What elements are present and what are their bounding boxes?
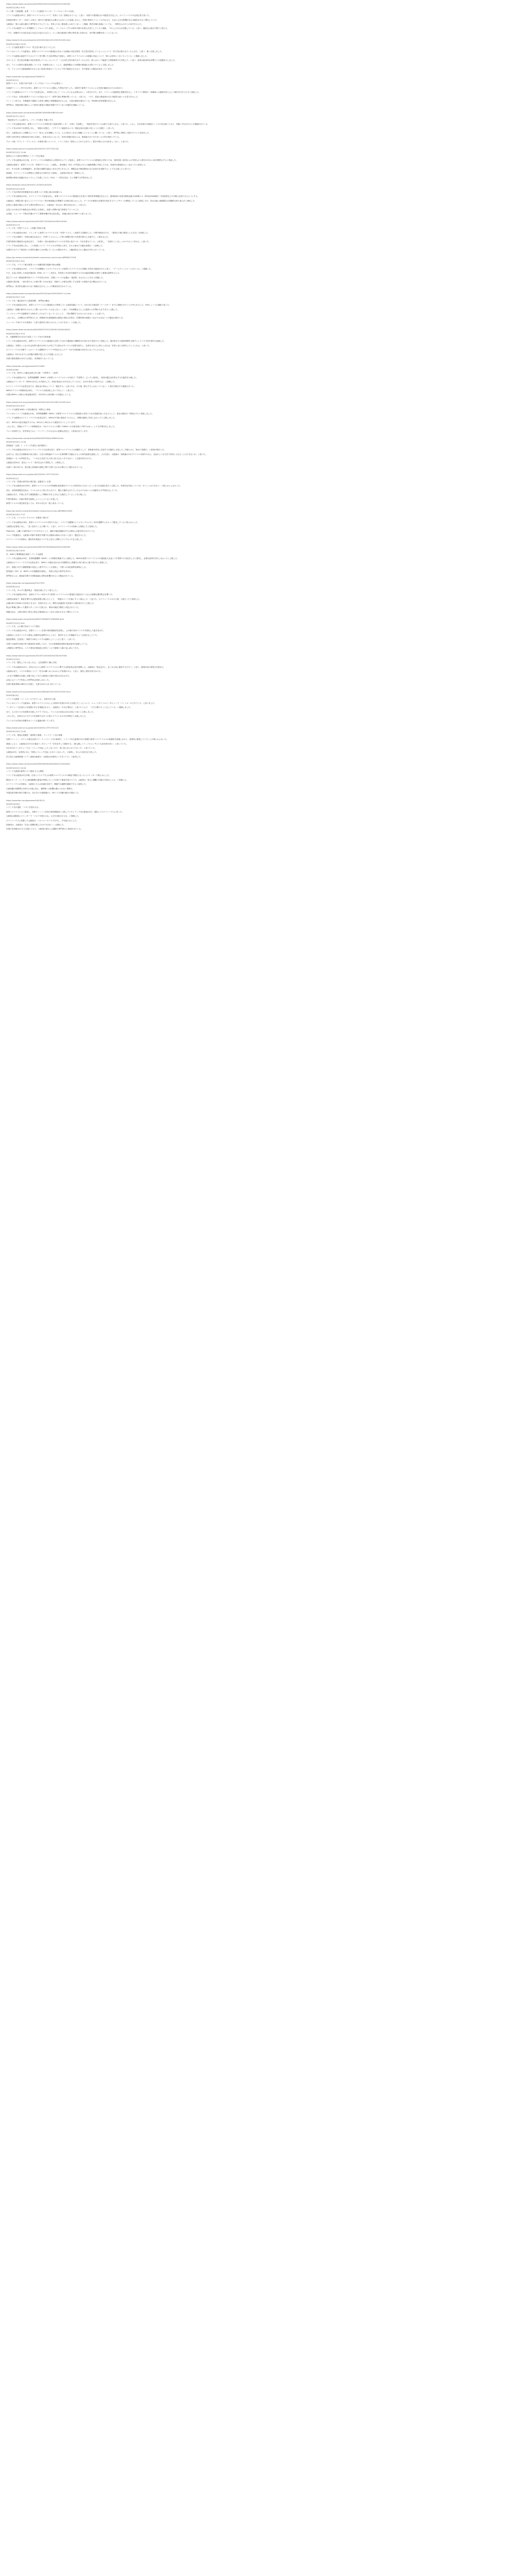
article-date: 2020年3月7日 10:12 xyxy=(6,115,25,118)
source-url-line xyxy=(6,257,501,259)
source-url-line xyxy=(6,546,501,549)
article-paragraph: ホワイトハウスの医師は、潜在的な利益がリスクを上回ると判断したとするメモを公表した。 xyxy=(6,538,84,541)
article-paragraph: そのうえで、民主党が政権の対応を批判していることについて「これは民主党の新たなでっち上げだ。彼らはロシア疑惑でも弾劾裁判でも失敗した」と述べ、批判は政治的な攻撃だとの認識を示しました。 xyxy=(6,59,177,62)
article-paragraph: 米国の死者数は21万人を超えており、大統領の発言には遺族や専門家から批判が出ている。 xyxy=(6,828,83,831)
article-entry xyxy=(6,148,501,179)
article-paragraph: 米国はWHOへの最大の資金拠出国で、2019年には約4億ドルを拠出している。 xyxy=(6,394,73,396)
article-entry xyxy=(6,112,501,143)
source-link[interactable]: https://www.mainichi.jp/articles/20200722/k00/00m/030/027000c xyxy=(6,654,68,657)
article-paragraph: 新型ウイルスの発生源を巡っては、米中の対立が一段と深まっている。 xyxy=(6,502,65,505)
source-link[interactable]: https://www.jiji.com/jc/article?k=2020031400245 xyxy=(6,184,52,187)
article-paragraph: ただ、会見に同席した食品医薬品局（FDA）のハーン長官は、有効性と安全性を確認するための臨床試験が必要だと慎重な姿勢を示した。 xyxy=(6,272,121,275)
article-paragraph: 大統領は「我々は最も優れた専門家をそろえている。非常に少ない感染者しか出ていない」と強調。株式市場の急落についても、一時的なものだとの見方を示した。 xyxy=(6,23,143,26)
article-date: 2020年6月21日 xyxy=(6,586,20,588)
source-link[interactable]: https://www.asahi.com/articles/ASN7C2SWXN7CUHBI00B.html xyxy=(6,618,64,621)
article-entry xyxy=(6,184,501,215)
article-paragraph: ニューヨーク州のクオモ知事は「人命と経済を天秤にかけることはできない」と反論した。 xyxy=(6,321,82,324)
source-url-line xyxy=(6,401,501,404)
source-url-line xyxy=(6,727,501,730)
article-paragraph: トランプ氏は新型コロナを季節性インフルエンザと比較し、インフルエンザでは毎年多数の米国人が死亡していると指摘。「ほとんどの人が回復している」と述べ、過度な心配は不要だと訴えた。 xyxy=(6,27,169,30)
article-entry xyxy=(6,800,501,831)
article-paragraph: トランプ米大統領は11日、首都ワシントン近郊の軍医療施設を訪問し、公の場で初めてマスクを着用した姿を見せた。 xyxy=(6,630,105,632)
article-paragraph: ホワイトハウスの対策チームのバークス調整官やファウチ所長が示したデータが方針転換の決め手になったとみられる。 xyxy=(6,349,106,351)
source-url-line xyxy=(6,293,501,295)
source-link[interactable]: https://www.nikkei.com/article/DGXMZO59763280Q0A530C2000000/ xyxy=(6,546,71,548)
article-paragraph: 中国外務省は、米国が責任を転嫁しようとしていると反発した。 xyxy=(6,498,60,500)
source-url-line xyxy=(6,763,501,766)
source-url-line xyxy=(6,3,501,6)
article-title: トランプ氏、公の場で初めてマスク着用 xyxy=(6,625,40,628)
article-paragraph: 米疾病対策センター（CDC）は同日、国内での感染拡大は避けられないとの見通しを示し、学校の休校やイベントの中止など、生活に大きな影響が出る可能性があると警告していた。 xyxy=(6,19,159,21)
article-paragraph: 米国では南部や西部の州で感染者が急増しており、1日の新規感染者数が過去最多を更新している。 xyxy=(6,642,89,645)
article-paragraph: 大統領はこれまでマスクの着用に消極的な姿勢を示しており、着用する人々を揶揄するような発言もしていた。 xyxy=(6,634,99,636)
article-entry xyxy=(6,365,501,397)
article-title: 欧州からの入国30日間停止 トランプ氏が演説 xyxy=(6,155,44,157)
article-date: 2020年4月24日 11:20 xyxy=(6,441,26,444)
article-paragraph: また、大統領は自らの理解力について「私はこれを理解している。人々は私がこれほど理解していることに驚いている」と述べ、専門家に質問した際のやりとりを紹介した。 xyxy=(6,131,151,134)
article-paragraph: インフルエンザや交通事故でも毎年多くの人が亡くなっているとして、「国を閉鎖するわけにはいかない」とも語った。 xyxy=(6,313,106,315)
source-link[interactable]: https://jp.reuters.com/article/health-coronavirus-trump-idJPKBN22U0D2 xyxy=(6,510,73,512)
article-paragraph: トランプ米大統領は7日、世界保健機関（WHO）が新型コロナウイルスへの対応で「中国寄り」だったと批判し、米国の拠出金を停止する可能性を示唆した。 xyxy=(6,376,138,379)
article-entry xyxy=(6,39,501,71)
article-date: 2020年4月8日 xyxy=(6,368,19,371)
source-url-line xyxy=(6,39,501,42)
article-date: 2020年3月17日 xyxy=(6,224,20,226)
source-link[interactable]: https://www.asahi.com/articles/ASN4Q3R2SN4QUHBI003.html xyxy=(6,437,64,439)
article-paragraph: 大統領は「治療が病気そのものより悪いものであってはならない」と述べ、外出制限などによる経済への打撃が大きすぎると主張した。 xyxy=(6,308,120,311)
source-link[interactable]: https://www3.nhk.or.jp/news/html/20200415/k10012387221000.html xyxy=(6,401,71,403)
source-link[interactable]: https://www.yomiuri.co.jp/world/20200312-OYT1T50118/ xyxy=(6,148,59,150)
article-date: 2020年3月14日 8:03 xyxy=(6,188,25,190)
source-url-line xyxy=(6,112,501,114)
article-title: トランプ氏、マラリア薬の新型コロナ治療効果を強調 FDAは慎重 xyxy=(6,263,61,266)
article-entry xyxy=(6,76,501,107)
article-date: 2020年2月26日 9:25 xyxy=(6,7,25,9)
article-date: 2020年5月19日 7:15 xyxy=(6,513,25,516)
article-paragraph: 側近のホープ・ヒックス大統領顧問の感染が判明したことを受けて検査を受けていた。大統領は「直ちに隔離と回復の手続きに入る」と投稿した。 xyxy=(6,778,128,781)
source-link[interactable]: https://www.nikkei.com/article/DGXMZO64561850S0A001C2000000/ xyxy=(6,763,70,766)
article-paragraph: また、中小企業への低利融資や、給与税の減税を議会に求める考えを示した。保険会社が検査費用の自己負担分を免除することでも合意したと述べた。 xyxy=(6,168,132,171)
article-entry xyxy=(6,727,501,758)
source-url-line xyxy=(6,691,501,693)
source-link[interactable]: https://www.mainichi.jp/articles/20200317/k00/00m/030/014000c xyxy=(6,220,68,223)
article-date: 2020年2月28日 19:51 xyxy=(6,43,26,45)
article-paragraph: 欧州側は事前の協議がなかったとして反発しており、EUは「一方的な決定」だと非難する声明を出した。 xyxy=(6,176,94,179)
article-paragraph: トランプ大統領はホワイトハウスで記者会見し、米国民に対して「パニックになる必要はない」と呼びかけた。また、イランへの渡航禁止措置を拡大し、イタリアと韓国の一部地域への渡航を控えるよう勧告を引き上げると発表した。 xyxy=(6,91,200,94)
article-entry xyxy=(6,582,501,614)
article-paragraph: 集会の準備に携わった選挙スタッフのうち数人が、事前の検査で陽性と判定されていた。 xyxy=(6,606,80,609)
article-paragraph: トランプ大統領はホワイトハウスでの記者会見で、WHOが中国の発表をうのみにし、情報を適切に共有しなかったと主張しました。 xyxy=(6,417,116,419)
article-paragraph: 米紙ワシントン・ポストの著名記者ボブ・ウッドワード氏の新著で、トランプ米大統領が2月の段階で新型コロナウイルスの危険性を認識しながら、意図的に軽視していたことが明らかになった。 xyxy=(6,738,168,741)
article-entry xyxy=(6,618,501,650)
article-title: トランプ氏が国家非常事態を宣言 新型コロナ対策に最大500億ドル xyxy=(6,191,62,194)
article-paragraph: 同日、米国家情報長官室は、ウイルスが人工的に作られたり、遺伝子操作されたりしたものではないとの見解を示す声明を出していた。 xyxy=(6,489,119,492)
article-paragraph: 大統領は、6月1日までには回復の道筋が見えるとの見通しも示した。 xyxy=(6,353,64,355)
article-date: 2020年5月1日 xyxy=(6,477,19,480)
article-title: 米、行動制限を4月末まで延長 トランプ氏が方針転換 xyxy=(6,336,51,338)
article-date: 2020年3月1日 xyxy=(6,79,19,81)
source-link[interactable]: https://www.nikkei.com/article/DGXMZO56310420Q0A220C2000000/ xyxy=(6,3,71,5)
article-date: 2020年10月2日 14:10 xyxy=(6,767,26,769)
article-paragraph: トランプ米大統領は2日未明、自身とメラニア夫人が新型コロナウイルスの検査で陽性になったとツイッターで明らかにした。 xyxy=(6,774,111,777)
article-paragraph: 一方で、政権内では対応を巡る足並みの乱れも目立つ。ペンス副大統領が対策の責任者に任命され、省庁間の調整を担うことになった。 xyxy=(6,31,120,34)
article-date: 2020年3月30日 9:15 xyxy=(6,332,25,335)
article-paragraph: 大統領は退院前にツイッターで「コロナを恐れるな。人生を支配させるな」と投稿した。 xyxy=(6,815,80,818)
article-paragraph: トランプ氏は、米国は新型ウイルスへの対応において「世界で最も準備が整っている」と述べた。一方で、追加の感染者が出る可能性は高いとの見方を示した。 xyxy=(6,95,140,98)
article-paragraph: 保健当局は、大勢が屋内に集まる集会が感染拡大につながる恐れがあると警告していた。 xyxy=(6,611,80,613)
article-date: 2020年9月10日 11:02 xyxy=(6,731,26,733)
article-paragraph: ワシントン州では、介護施設で複数の入居者と職員に呼吸器症状がみられ、当局が調査を進めている。州知事は非常事態を宣言した。 xyxy=(6,99,117,102)
article-paragraph: アメリカのトランプ大統領は14日、世界保健機関（WHO）が新型コロナウイルスの感染拡大を防ぐための役割を怠ったなどとして、資金の拠出を一時停止すると発表しました。 xyxy=(6,412,154,415)
article-paragraph: 施設訪問前、記者団に「病院では特にマスクは素晴らしいことだと思う」と語った。 xyxy=(6,638,77,641)
article-title: トランプ大統領「コントロールできている」 死者15万人超 xyxy=(6,698,56,700)
article-title: トランプ氏「中国ウイルス」と投稿 中国が反発 xyxy=(6,227,46,230)
article-entry xyxy=(6,257,501,288)
article-entry xyxy=(6,546,501,578)
article-title: トランプ氏、感染の危険性「意図的に軽視」 ウッドワード氏の著書 xyxy=(6,734,62,736)
source-url-line xyxy=(6,510,501,513)
document-page xyxy=(0,0,506,841)
article-paragraph: また、人口当たりの死者数を比較したグラフを示し、アメリカの状況はほかの国より良いと主張しました。 xyxy=(6,710,95,713)
source-url-line xyxy=(6,329,501,331)
article-title: トランプ氏が退院 「コロナを恐れるな」 xyxy=(6,806,40,809)
article-paragraph: 大統領はまた、マスクの着用について「好きか嫌いかにかかわらず効果がある」と述べ、国民に着用を呼びかけた。 xyxy=(6,670,103,673)
article-title: トランプ氏「武漢の研究所が発生源」証拠見たと主張 xyxy=(6,481,51,483)
article-paragraph: 中国外務省の報道官は記者会見で、「米国の一部の政治家はウイルスを中国と結びつけ、汚名を着せている」と批判し、「自国のことをしっかりやるよう求める」と述べた。 xyxy=(6,240,150,243)
article-paragraph: 大統領は、民間企業と協力してドライブスルー型の検査拠点を整備する計画も明らかにした。グーグルが検査の必要性を判定するウェブサイトを開発していると説明したが、同社は後に地域限定の試験的な取り組みだと補足した。 xyxy=(6,199,197,202)
article-date: 2020年3月25日 7:02 xyxy=(6,296,25,299)
article-paragraph: 大統領は、対策をとらなければ米国で最大220万人が死亡する恐れがあったとの試算を紹介し、死者を10万人に抑えられれば「非常に良い仕事をしたことになる」と語った。 xyxy=(6,344,151,347)
article-entry xyxy=(6,510,501,541)
article-entry xyxy=(6,473,501,505)
article-paragraph: トランプ米大統領は21日、約3カ月ぶりに新型コロナウイルスに関する定例記者会見を再開した。大統領は「残念ながら、良くなる前に悪化するだろう」と述べ、感染状況の深刻さを認めた。 xyxy=(6,666,165,668)
article-date: 2020年7月22日 xyxy=(6,658,20,660)
article-paragraph: クルーズ船「グランド・プリンセス」の乗客の扱いについて、トランプ氏は「船内にとどめておきたい。数字が増えるのは好ましくない」と述べた。 xyxy=(6,140,130,143)
article-paragraph: 会見には小売大手や検査会社の幹部らも同席し、政府と民間の協力体制をアピールした。 xyxy=(6,208,80,211)
article-paragraph: トランプ大統領は南部サウスカロライナ州で開いた支持者集会で演説し、新型コロナウイルスへの政権の対応について「我々は非常にうまくやっている」と強調しました。 xyxy=(6,55,149,57)
article-paragraph: トランプ米大統領は18日、新型コロナウイルスの予防のために、マラリア治療薬のヒドロキシクロロキンを約1週間半にわたって服用していると明らかにした。 xyxy=(6,521,140,523)
article-paragraph: 米国の感染者数は14万人を超え、世界最多となっている。 xyxy=(6,358,55,360)
article-paragraph: 欧州連合（EU）は、WHOへの支援継続を表明し、米国に決定の再考を求めた。 xyxy=(6,570,73,573)
article-entry xyxy=(6,221,501,252)
source-url-line xyxy=(6,184,501,187)
article-entry xyxy=(6,437,501,469)
article-paragraph: 大統領は翌24日、発言について「皮肉を込めて質問した」と釈明した。 xyxy=(6,462,66,464)
article-paragraph: 大統領はホワイトハウスでの記者会見で、WHOへの拠出金をほかの国際的な公衆衛生の取り組みに振り向けると説明した。 xyxy=(6,562,109,564)
article-paragraph: ペロシ下院議長は、大統領の年齢や体重を考慮すれば服用は勧められないと述べ、懸念を示した。 xyxy=(6,534,88,536)
article-title: ウェブ版「日経新聞」記事 「トランプ大統領 アメリカ・インフルエンザへの対応」 xyxy=(6,10,76,12)
article-title: トランプ大統領が新型コロナ感染 夫人も陽性 xyxy=(6,770,44,773)
article-title: 米、WHOと関係断絶を表明 トランプ大統領 xyxy=(6,553,43,555)
article-title: 新型ウイルス、米国で初の死者 トランプ氏は「パニックの必要ない」 xyxy=(6,82,64,85)
article-paragraph: 大統領はツイッターで「WHOは本当に大失敗をした。米国が資金の大半を出しているのに、なぜか非常に中国中心だ」と投稿した。 xyxy=(6,381,116,383)
article-paragraph: これまで楽観的な見通しを繰り返してきた大統領の口調の変化が注目された。 xyxy=(6,674,71,677)
article-paragraph: 大統領は9日、記者団に対し「国民にパニックを起こさせたくなかった」と説明し、自らの対応を正当化した。 xyxy=(6,751,98,754)
source-url-line xyxy=(6,148,501,150)
article-paragraph: 会見後、ニューヨーク株式市場のダウ工業株30種平均は急反発し、終値は前日比1985ドル高となった。 xyxy=(6,213,93,215)
source-url-line xyxy=(6,800,501,802)
source-link[interactable]: https://www3.nhk.or.jp/news/html/20200228/k10012305521000.html xyxy=(6,39,71,42)
source-link[interactable]: https://www.bbc.com/japanese/51666712 xyxy=(6,75,45,78)
article-paragraph: 国立アレルギー感染症研究所のファウチ所長も20日、効果についての証拠は「逸話的」なものにとどまると指摘した。 xyxy=(6,276,105,279)
source-link[interactable]: https://www.asahi.com/articles/ASN3674DVN36UHBI018.html xyxy=(6,111,63,114)
article-title: トランプ氏「悪化してから良くなる」 会見再開で口調に変化 xyxy=(6,662,57,664)
article-paragraph: ホワイトハウスに到着した大統領は、バルコニーでマスクを外し、手を振るなどした。 xyxy=(6,819,78,822)
article-paragraph: 会見では、国土安全保障省の担当者が、日光や消毒液がウイルスを短時間で死滅させるとの研究結果を説明した。これを受け、大統領は「消毒液が1分でウイルスを倒すのなら、注射のような方法で体内に入れることはできないか」と述べた。 xyxy=(6,453,207,455)
source-url-line xyxy=(6,473,501,476)
article-title: トランプ大統領 新型ウイルス「民主党の新たなでっち上げ」 xyxy=(6,46,57,49)
article-paragraph: 記者から検査の遅れに対する責任を問われると、大統領は「私は全く責任を負わない」と答えた。 xyxy=(6,204,88,207)
article-paragraph: 大統領は演説で、新型ウイルスを「外国のウイルス」と表現し、欧州連合（EU）が中国などからの渡航制限に失敗したため、米国内の感染拡大につながったと批判した。 xyxy=(6,163,147,166)
article-paragraph: WHOのテドロス事務局長は8日、「ウイルスを政治化しないでほしい」と訴えた。 xyxy=(6,389,75,392)
article-entry xyxy=(6,655,501,686)
article-entry xyxy=(6,691,501,722)
article-date: 2020年8月4日 xyxy=(6,694,19,697)
article-title: トランプ氏、タルサで選挙集会 「検査を減らすよう指示した」 xyxy=(6,589,59,591)
article-paragraph: 大統領選の投開票日を約1カ月後に控え、選挙戦への影響は避けられない情勢だ。 xyxy=(6,787,74,790)
article-paragraph: ホワイトハウスの医師は、大統領と夫人は体調が良好で、療養中も職務を継続できると説明した。 xyxy=(6,783,88,786)
article-paragraph: 一方、アメリカでは感染経路がわからない患者が西部カリフォルニア州で確認されるなど、市中感染への懸念が高まっています。 xyxy=(6,68,113,71)
article-paragraph: 大統領はまた、中国に対する報復措置として関税の引き上げなども検討していることを示唆した。 xyxy=(6,494,88,496)
article-paragraph: 専門家は、検査体制の遅れにより国内の感染の実態が把握できていない可能性を指摘している。 xyxy=(6,104,86,107)
source-url-line xyxy=(6,655,501,657)
article-paragraph: 専門家からは、感染症対策での国際協調に深刻な影響が出るとの懸念が出ている。 xyxy=(6,574,75,577)
article-paragraph: また、香港に対する優遇措置の見直しに着手することも発表し、中国への対抗姿勢を鮮明にした。 xyxy=(6,566,88,568)
article-paragraph: トランプ米大統領は29日、新型コロナウイルスの感染拡大を防ぐための行動指針の期限を4月30日まで延長すると発表した。復活祭までの経済再開を目指すとしていた方針を事実上転換した。 xyxy=(6,340,166,343)
article-paragraph: また、アメリカ国内の感染者数については「比較的少ない」として、渡航制限などの措置が感染拡大を防いでいると主張しました。 xyxy=(6,63,115,66)
article-paragraph: 大統領は記者団に対し、「良い話をたくさん聞いた」と述べ、ホワイトハウスの医師にも相談したと説明した。 xyxy=(6,526,99,528)
article-paragraph: これに対し、記者は人口当たりの死者数では多くの国よりアメリカの方が深刻だと反論しました。 xyxy=(6,715,88,718)
source-url-line xyxy=(6,365,501,368)
article-date: 2020年3月12日 11:44 xyxy=(6,151,26,154)
article-paragraph: 消毒液メーカーは声明を出し、「いかなる状況でも人体に取り込むべきではない」と注意を呼びかけた。 xyxy=(6,457,93,460)
article-paragraph: これに対し、公衆衛生の専門家からは、時期尚早な規制緩和は感染の再拡大を招き、医療体制の崩壊につながりかねないとの懸念が相次いだ。 xyxy=(6,317,125,319)
article-date: 2020年5月30日 6:05 xyxy=(6,550,25,552)
article-paragraph: 会場は約1万9000人を収容できるが、空席が目立った。陣営は抗議者が支持者の入場を妨げたと主張した。 xyxy=(6,602,96,605)
source-link[interactable]: https://www.sankei.com/world/news/200325/wor2003250007-n1.html xyxy=(6,293,71,295)
article-paragraph: トランプ米大統領は6日、新型コロナウイルス対策を担う疾病対策センター（CDC）を訪問し、「検査を受けたい人は誰でも受けられる」と述べた。しかし、全米各地では検査キットの不足が続いており、実態とずれがあるとの指摘が出ている。 xyxy=(6,123,210,125)
article-paragraph: これに対し、国連のグテーレス事務総長は「今はウイルスとの闘いでWHOへの支援を減らす時ではない」とする声明を出しました。 xyxy=(6,426,116,428)
source-url-line xyxy=(6,618,501,621)
article-paragraph: トランプ米大統領は11日夜、ホワイトハウスの執務室から国民向けにテレビ演説し、新型コロナウイルスの感染拡大を防ぐため、英国を除く欧州からの外国人の入国を13日から30日間停止すると発表した。 xyxy=(6,159,178,162)
article-paragraph: トランプ米大統領は19日、マラリアの治療薬ヒドロキシクロロキンが新型コロナウイルスの治療に有効な可能性があると述べ、「ゲームチェンジャーになりうる」と強調した。 xyxy=(6,267,153,270)
article-paragraph: 米西部ワシントン州で2月29日、新型コロナウイルスに感染した男性が死亡した。米国内で新型ウイルスによる死者が確認されたのは初めて。 xyxy=(6,87,125,89)
source-link[interactable]: https://www.nikkei.com/article/DGXMZO57451220R30C20A3000000/ xyxy=(6,329,71,331)
article-paragraph: 著書によると、大統領は2月7日の電話インタビューで「空気を介して感染する」「最も激しいインフルエンザよりも致死率が高い」と語っていた。 xyxy=(6,742,128,745)
article-paragraph: トランプ大統領は25日、新型コロナウイルスについて「非常にうまく管理されている」と述べ、米国での感染拡大の可能性を否定した。ホワイトハウスの記者会見で語った。 xyxy=(6,14,151,17)
article-paragraph: また、WHOの対応を検証するため、60日から90日かけて調査を行うとしています。 xyxy=(6,421,77,423)
article-paragraph: 公衆衛生の専門家は、マスク着用が感染拡大を防ぐうえで重要だと繰り返し訴えてきた。 xyxy=(6,647,80,650)
article-paragraph: 米国の感染者数は380万人を超え、死者は14万人を上回っている。 xyxy=(6,683,62,686)
article-paragraph: トランプ米大統領は29日、世界保健機関（WHO）との関係を断絶すると表明した。WHOが新型コロナウイルスの感染拡大を巡って中国寄りの対応をしたと批判し、必要な改革を実行しなかったと主張した。 xyxy=(6,557,179,560)
article-date: 2020年10月6日 xyxy=(6,803,20,805)
source-link[interactable]: https://www.bbc.com/japanese/52214082 xyxy=(6,365,45,367)
article-paragraph: アメリカでは学校の再開をめぐっても議論が続いています。 xyxy=(6,719,56,722)
article-title: トランプ氏、ヒドロキシクロロキンを服用と明かす xyxy=(6,517,49,519)
article-entry xyxy=(6,763,501,794)
article-paragraph: 3月19日のインタビューでは「パニックを起こしたくないので、常に控えめに言いたかった」と述べていた。 xyxy=(6,747,97,750)
article-paragraph: 新型コロナウイルスに感染し、首都ワシントン近郊の軍医療施設に入院していたトランプ米大統領は5日、退院してホワイトハウスに戻った。 xyxy=(6,810,124,813)
article-paragraph: 米国では6日時点で感染者が200人を超え、死者は14人となった。各州の保健当局からは、検査能力が十分でないとの声が相次いでいる。 xyxy=(6,136,121,139)
article-paragraph: 演説後、ホワイトハウスは貨物は入国停止の対象外だと説明し、大統領の発言を一部修正した。 xyxy=(6,172,86,175)
article-paragraph: 民主党の大統領候補バイデン前副大統領は「大統領は米国民にうそをついた」と批判した。 xyxy=(6,755,82,758)
article-paragraph: トランプ米大統領は23日のホワイトハウスでの記者会見で、新型コロナウイルスの治療法として、消毒液を体内に注射する可能性に言及した。医師らから「極めて危険だ」と批判が相次いだ。 xyxy=(6,449,166,451)
article-paragraph: インタビューで記者から死者数の多さを指摘されると、大統領は「それが現実だ」と述べたうえで、「できる限りのことをしている」と強調しました。 xyxy=(6,706,132,709)
article-paragraph: アメリカのトランプ大統領は、新型コロナウイルスによる国内の死者が15万人を超えたことについて、ニュースサイトのインタビューで「コントロールできている」と述べました。 xyxy=(6,702,156,704)
article-paragraph: ホワイトハウスでの記者会見では、拠出金の停止について「検討する」と述べたが、その後「停止するとは言っていない」と発言を修正する場面もあった。 xyxy=(6,385,136,387)
article-entry xyxy=(6,329,501,360)
article-paragraph: 専門家は、科学的な裏付けのない情報が広がることへの警戒を呼びかけている。 xyxy=(6,285,73,287)
source-link[interactable]: https://jp.reuters.com/article/health-coronavirus-usa-trump-idJPKBN2170FN xyxy=(6,256,76,259)
article-date: 2020年4月15日 8:37 xyxy=(6,405,25,408)
article-paragraph: 外国為替市場や株式市場では、先行きの不透明感から一時リスク回避の動きが強まった。 xyxy=(6,792,80,794)
article-entry xyxy=(6,293,501,324)
entry-list xyxy=(6,3,501,831)
source-link[interactable]: https://www.bbc.com/japanese/54428112 xyxy=(6,799,45,802)
article-paragraph: トランプ氏はCDCで記者団に対し、「検査は完璧だ。（ウクライナ疑惑をめぐる）電話会談の記録と同じように完璧だ」と語った。 xyxy=(6,127,116,130)
article-paragraph: トランプ氏は記者団に対し、この表現について「ウイルスは中国から来た。だから極めて正確な表現だ」と説明した。 xyxy=(6,244,105,247)
article-title: 「検査受けたい人は誰でも」トランプ氏発言 実態とずれ xyxy=(6,118,53,121)
article-entry xyxy=(6,3,501,35)
article-paragraph: トランプ米大統領は24日、新型コロナウイルスの感染拡大で停滞している経済活動について、4月12日の復活祭（イースター）までに再開させたいとの考えを示した。FOXニュースの番組で語った。 xyxy=(6,304,171,307)
source-url-line xyxy=(6,582,501,585)
source-link[interactable]: https://www3.nhk.or.jp/news/html/20200804/k10012550101000.html xyxy=(6,690,71,693)
article-paragraph: 大統領は演説で、検査を増やせば感染者数も増えるとして、「検査のペースを落とすよう指示した」と述べた。ホワイトハウスはその後、冗談だったと説明した。 xyxy=(6,598,141,600)
source-url-line xyxy=(6,76,501,78)
source-link[interactable]: https://www.bbc.com/japanese/53127051 xyxy=(6,582,45,584)
article-date: 2020年3月20日 9:41 xyxy=(6,260,25,263)
article-paragraph: 米国の一部の州では、発言後に消毒液の誤飲に関する問い合わせが増えたと報告されている。 xyxy=(6,466,84,468)
article-title: トランプ氏「復活祭までに経済再開」 専門家は懸念 xyxy=(6,299,49,302)
article-paragraph: トランプ米大統領は13日、ホワイトハウスで記者会見し、新型コロナウイルスの感染拡大を受けて国家非常事態を宣言した。連邦政府の災害対策資金最大500億ドル（約5兆3000億円）を州政府などの対策に活用できるようにする。 xyxy=(6,195,199,198)
article-paragraph: FDAは4月、心臓への副作用のリスクがあるとして、病院や臨床試験以外での使用に注意を呼びかけていた。 xyxy=(6,530,96,532)
article-paragraph: アメリカ国内でも、医学界などから「パンデミックのさなかに危険な決定だ」と批判が出ています。 xyxy=(6,430,90,432)
article-title: トランプ大統領 WHOへの資金拠出を一時停止と発表 xyxy=(6,408,50,411)
article-paragraph: 大統領の発言後、一部の国ではこの薬の買い占めが起き、持病でこの薬を必要とする患者への供給不足が懸念されている。 xyxy=(6,281,108,283)
article-entry xyxy=(6,401,501,433)
article-title: 消毒液を「注射」？ トランプ氏発言に批判相次ぐ xyxy=(6,444,48,447)
article-date: 2020年7月12日 9:41 xyxy=(6,622,25,624)
article-paragraph: トランプ米大統領は20日、南部オクラホマ州タルサで新型コロナウイルスの感染拡大後初めてとなる大規模な選挙集会を開いた。 xyxy=(6,594,114,596)
article-paragraph: 医師団は、大統領は「完全に危機を脱したわけではない」と説明した。 xyxy=(6,823,65,826)
article-paragraph: トランプ米大統領は16日、ツイッターに新型コロナウイルスを「中国ウイルス」と表現する投稿をした。中国外務省は17日、「強烈な不満と断固とした反対」を表明した。 xyxy=(6,231,149,234)
article-title: トランプ氏、WHOへの拠出金停止を示唆 「中国寄り」と批判 xyxy=(6,372,58,375)
source-link[interactable]: https://www.yomiuri.co.jp/world/20200910-OYT1T50123/ xyxy=(6,727,59,729)
article-paragraph: 米国内ではアジア系住民への差別や嫌がらせが増えているとの報告があり、人権団体などから懸念の声が上がっている。 xyxy=(6,249,106,251)
article-paragraph: トランプ氏は投稿で「米国は航空会社など、中国ウイルスによって特に影響を受けた産業を強力に支援する」と書き込んだ。 xyxy=(6,236,110,239)
source-url-line xyxy=(6,437,501,440)
article-paragraph: 会見にはファウチ所長らの専門家は同席しなかった。 xyxy=(6,679,51,681)
article-paragraph: トランプ米大統領は4月30日、新型コロナウイルスが中国湖北省武漢市のウイルス研究所から広がったことを示す証拠を見たと主張した。具体的な内容については「言うことはできない」と明らかにしなかった。 xyxy=(6,485,182,487)
source-url-line xyxy=(6,221,501,223)
source-link[interactable]: https://www.yomiuri.co.jp/world/20200501-OYT1T50142/ xyxy=(6,473,59,476)
article-paragraph: アメリカのトランプ大統領は、新型コロナウイルスの感染拡大をめぐる政権の対応を野党・民主党が批判していることについて「民主党の新たなでっち上げだ」と述べ、強く反発しました。 xyxy=(6,50,163,53)
